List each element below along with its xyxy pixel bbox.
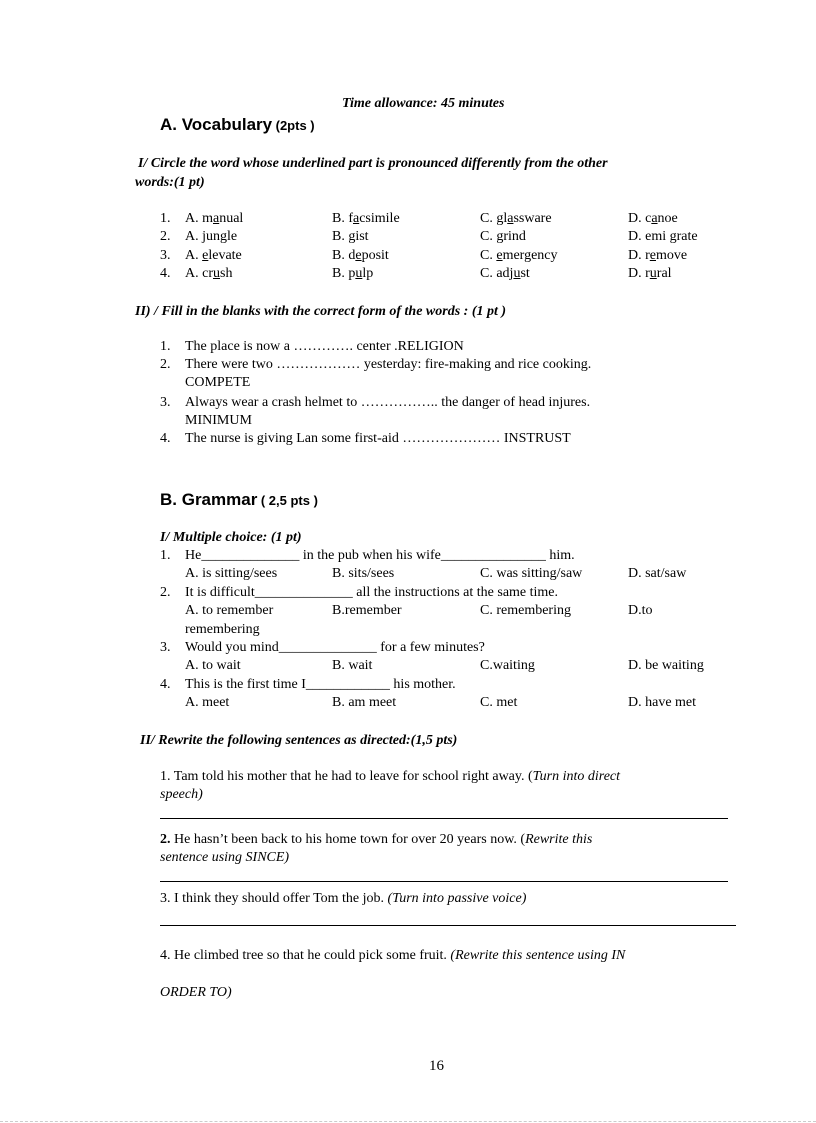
- section-a-points: (2pts ): [275, 118, 315, 133]
- answer-row: A. meet B. am meet C. met D. have met: [185, 695, 697, 710]
- section-a-heading: [160, 115, 315, 135]
- question-row: 4. A. crush B. pulp C. adjust D. rural: [160, 266, 672, 281]
- option-b: B. gist: [332, 229, 369, 244]
- list-item: 1. The place is now a …………. center .RELIGION: [160, 339, 464, 354]
- answer-row: A. to remember B.remember C. remembering D.to: [185, 603, 653, 618]
- rewrite-hint-4: ORDER TO): [160, 985, 232, 1000]
- option-d: D. rural: [628, 266, 672, 281]
- answer-line: [160, 925, 736, 926]
- option-a: A. manual: [185, 211, 244, 226]
- question-row: 1. He______________ in the pub when his wife_______________ him.: [160, 548, 575, 563]
- question-row: 3. A. elevate B. deposit C. emergency D. remove: [160, 248, 688, 263]
- section-b-title: B. Grammar: [160, 490, 258, 509]
- time-allowance: Time allowance: 45 minutes: [342, 96, 505, 111]
- question-row: 1. A. manual B. facsimile C. glassware D. canoe: [160, 211, 678, 226]
- rewrite-hint-1: speech): [160, 787, 203, 802]
- option-c: C. grind: [480, 229, 526, 244]
- answer-line: [160, 881, 728, 882]
- option-d: D. remove: [628, 248, 688, 263]
- rewrite-hint-2: sentence using SINCE): [160, 850, 290, 865]
- section-b-heading: [160, 490, 318, 510]
- question-row: 2. A. jungle B. gist C. grind D. emi grate: [160, 229, 698, 244]
- option-d: D. canoe: [628, 211, 678, 226]
- rewrite-sentence-2: 2. He hasn’t been back to his home town for over 20 years now. (Rewrite this: [160, 832, 593, 847]
- option-a: A. crush: [185, 266, 233, 281]
- vocab-part1-instruction: I/ Circle the word whose underlined part is pronounced differently from the other: [138, 156, 608, 171]
- list-item: 2. There were two ……………… yesterday: fire-making and rice cooking.: [160, 357, 592, 372]
- option-b: B. facsimile: [332, 211, 400, 226]
- rewrite-sentence-1: 1. Tam told his mother that he had to leave for school right away. (Turn into direct: [160, 769, 621, 784]
- list-item-cont: COMPETE: [185, 375, 251, 390]
- section-a-title: A. Vocabulary: [160, 115, 273, 134]
- question-row: 2. It is difficult______________ all the instructions at the same time.: [160, 585, 559, 600]
- option-c: C. emergency: [480, 248, 558, 263]
- option-c: C. glassware: [480, 211, 552, 226]
- option-d: D. emi grate: [628, 229, 698, 244]
- option-b: B. pulp: [332, 266, 374, 281]
- option-a: A. jungle: [185, 229, 238, 244]
- rewrite-sentence-3: 3. I think they should offer Tom the job. (Turn into passive voice): [160, 891, 527, 906]
- question-row: 3. Would you mind______________ for a few minutes?: [160, 640, 485, 655]
- option-a: A. elevate: [185, 248, 242, 263]
- vocab-part1-instruction-cont: words:(1 pt): [135, 175, 205, 190]
- answer-row-cont: remembering: [185, 622, 260, 637]
- option-c: C. adjust: [480, 266, 530, 281]
- option-b: B. deposit: [332, 248, 389, 263]
- page-divider: [0, 1121, 816, 1122]
- page-number: 16: [429, 1058, 444, 1074]
- list-item: 4. The nurse is giving Lan some first-aid ………………… INSTRUST: [160, 431, 571, 446]
- section-b-points: ( 2,5 pts ): [260, 493, 318, 508]
- answer-row: A. to wait B. wait C.waiting D. be waiting: [185, 658, 704, 673]
- grammar-part1-instruction: I/ Multiple choice: (1 pt): [160, 530, 302, 545]
- question-row: 4. This is the first time I____________ his mother.: [160, 677, 456, 692]
- answer-line: [160, 818, 728, 819]
- answer-row: A. is sitting/sees B. sits/sees C. was sitting/saw D. sat/saw: [185, 566, 687, 581]
- list-item-cont: MINIMUM: [185, 413, 252, 428]
- grammar-part2-instruction: II/ Rewrite the following sentences as directed:(1,5 pts): [140, 733, 458, 748]
- vocab-part2-instruction: II) / Fill in the blanks with the correct form of the words : (1 pt ): [135, 304, 507, 319]
- list-item: 3. Always wear a crash helmet to …………….. the danger of head injures.: [160, 395, 591, 410]
- rewrite-sentence-4: 4. He climbed tree so that he could pick some fruit. (Rewrite this sentence using IN: [160, 948, 626, 963]
